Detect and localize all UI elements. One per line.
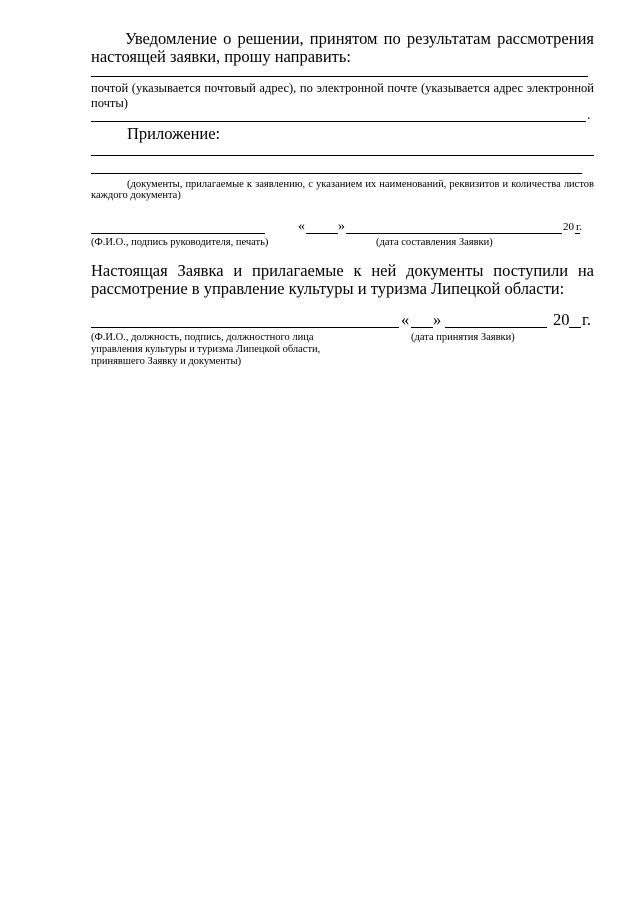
official-caption-line-3: принявшего Заявку и документы) bbox=[91, 356, 242, 367]
attachment-fill-line-2 bbox=[91, 173, 582, 174]
official-caption-line-2: управления культуры и туризма Липецкой области, bbox=[91, 344, 321, 355]
official-caption-line-1: (Ф.И.О., должность, подпись, должностного лица bbox=[91, 332, 314, 343]
attachment-hint: (документы, прилагаемые к заявлению, с указанием их наименований, реквизитов и количества листов каждого документа) bbox=[91, 179, 594, 201]
compose-day-line bbox=[306, 233, 338, 234]
compose-year-line bbox=[575, 233, 580, 234]
receipt-date-open-quote: « bbox=[401, 310, 410, 329]
compose-year-unit: г. bbox=[576, 221, 583, 233]
compose-year-prefix: 20 bbox=[563, 221, 574, 233]
receipt-year-prefix: 20 bbox=[553, 310, 570, 329]
receipt-month-line bbox=[445, 327, 547, 328]
compose-month-line bbox=[346, 233, 562, 234]
official-fill-line bbox=[91, 327, 399, 328]
notice-fill-line-1 bbox=[91, 76, 588, 77]
delivery-hint: почтой (указывается почтовый адрес), по электронной почте (указывается адрес электронной почты) bbox=[91, 81, 594, 110]
receipt-year-line bbox=[569, 327, 581, 328]
signer-caption: (Ф.И.О., подпись руководителя, печать) bbox=[91, 237, 269, 248]
signer-fill-line bbox=[91, 233, 265, 234]
compose-date-caption: (дата составления Заявки) bbox=[376, 237, 493, 248]
compose-date-open-quote: « bbox=[298, 219, 305, 234]
receipt-date-close-quote: » bbox=[433, 310, 442, 329]
attachment-fill-line-1 bbox=[91, 155, 594, 156]
compose-date-close-quote: » bbox=[338, 219, 345, 234]
notice-end-period: . bbox=[587, 108, 591, 123]
attachment-title: Приложение: bbox=[127, 124, 221, 143]
receipt-date-caption: (дата принятия Заявки) bbox=[411, 332, 515, 343]
notice-paragraph: Уведомление о решении, принятом по результатам рассмотрения настоящей заявки, прошу направить: bbox=[91, 29, 594, 66]
receipt-day-line bbox=[411, 327, 433, 328]
receipt-year-unit: г. bbox=[582, 310, 592, 329]
receipt-paragraph: Настоящая Заявка и прилагаемые к ней документы поступили на рассмотрение в управление культуры и туризма Липецкой области: bbox=[91, 261, 594, 298]
notice-fill-line-2 bbox=[91, 121, 586, 122]
